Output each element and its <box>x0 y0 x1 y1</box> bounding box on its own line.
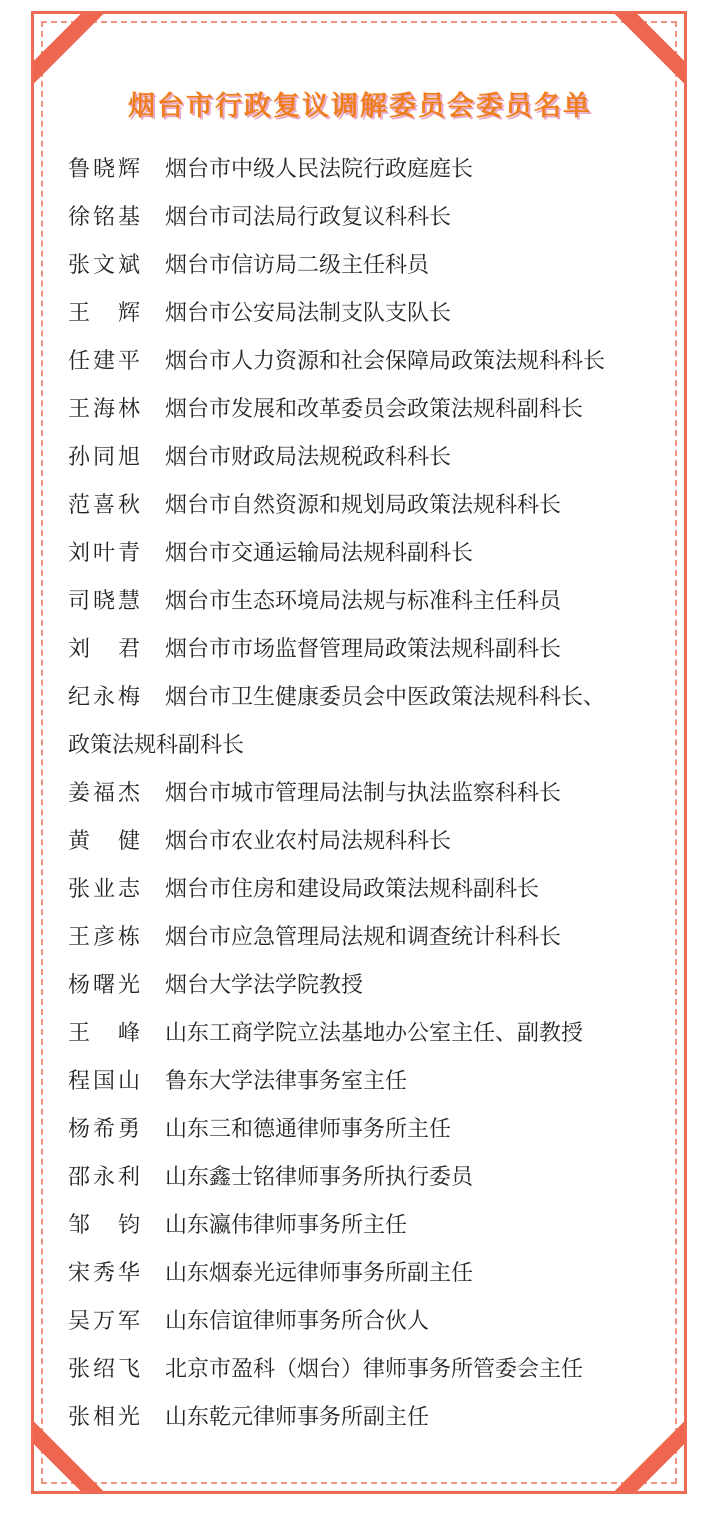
member-row <box>68 434 668 482</box>
member-row <box>68 962 668 1010</box>
member-position: 烟台市市场监督管理局政策法规科副科长 <box>165 637 562 662</box>
member-row <box>68 578 668 626</box>
member-position: 烟台市生态环境局法规与标准科主任科员 <box>165 589 562 614</box>
member-position: 山东三和德通律师事务所主任 <box>165 1117 452 1142</box>
member-name: 张绍飞 <box>68 1357 140 1382</box>
member-name: 王 辉 <box>68 301 140 326</box>
member-name: 孙同旭 <box>68 445 140 470</box>
member-row <box>68 866 668 914</box>
member-row <box>68 1154 668 1202</box>
member-position: 烟台市自然资源和规划局政策法规科科长 <box>165 493 562 518</box>
member-row <box>68 1010 668 1058</box>
member-row <box>68 914 668 962</box>
member-position: 烟台大学法学院教授 <box>165 973 364 998</box>
member-name: 鲁晓辉 <box>68 157 140 182</box>
corner-decoration-top-right <box>614 14 684 84</box>
member-row <box>68 1250 668 1298</box>
member-name: 杨希勇 <box>68 1117 140 1142</box>
member-position: 烟台市发展和改革委员会政策法规科副科长 <box>165 397 584 422</box>
member-position: 山东鑫士铭律师事务所执行委员 <box>165 1165 474 1190</box>
member-position: 烟台市公安局法制支队支队长 <box>165 301 452 326</box>
member-name: 徐铭基 <box>68 205 140 230</box>
member-row <box>68 1202 668 1250</box>
member-name: 邵永利 <box>68 1165 140 1190</box>
member-row <box>68 530 668 578</box>
member-position: 山东工商学院立法基地办公室主任、副教授 <box>165 1021 584 1046</box>
member-name: 张相光 <box>68 1405 140 1430</box>
member-row <box>68 1058 668 1106</box>
member-name: 王 峰 <box>68 1021 140 1046</box>
member-row <box>68 242 668 290</box>
member-name: 刘叶青 <box>68 541 140 566</box>
member-name: 刘 君 <box>68 637 140 662</box>
member-position: 北京市盈科（烟台）律师事务所管委会主任 <box>165 1357 584 1382</box>
member-position: 山东瀛伟律师事务所主任 <box>165 1213 408 1238</box>
member-position: 烟台市中级人民法院行政庭庭长 <box>165 157 474 182</box>
member-name: 王海林 <box>68 397 140 422</box>
member-position: 烟台市农业农村局法规科科长 <box>165 829 452 854</box>
member-name: 张文斌 <box>68 253 140 278</box>
corner-decoration-top-left <box>34 14 104 84</box>
member-name: 王彦栋 <box>68 925 140 950</box>
member-row <box>68 146 668 194</box>
member-position: 烟台市人力资源和社会保障局政策法规科科长 <box>165 349 606 374</box>
member-row <box>68 770 668 818</box>
member-position: 鲁东大学法律事务室主任 <box>165 1069 408 1094</box>
member-position: 烟台市住房和建设局政策法规科副科长 <box>165 877 540 902</box>
member-position: 烟台市交通运输局法规科副科长 <box>165 541 474 566</box>
member-name: 任建平 <box>68 349 140 374</box>
member-row <box>68 194 668 242</box>
page-title: 烟台市行政复议调解委员会委员名单 <box>128 91 592 122</box>
member-row <box>68 818 668 866</box>
member-position: 烟台市司法局行政复议科科长 <box>165 205 452 230</box>
member-name: 黄 健 <box>68 829 140 854</box>
member-name: 司晓慧 <box>68 589 140 614</box>
member-position: 山东烟泰光远律师事务所副主任 <box>165 1261 474 1286</box>
member-position: 烟台市城市管理局法制与执法监察科科长 <box>165 781 562 806</box>
member-list <box>68 146 668 1442</box>
member-position: 烟台市卫生健康委员会中医政策法规科科长、 <box>165 685 606 710</box>
member-position: 山东信谊律师事务所合伙人 <box>165 1309 430 1334</box>
member-row-continuation: 政策法规科副科长 <box>68 733 245 758</box>
member-row <box>68 482 668 530</box>
member-row <box>68 386 668 434</box>
member-row <box>68 1106 668 1154</box>
member-row <box>68 1346 668 1394</box>
member-name: 宋秀华 <box>68 1261 140 1286</box>
member-position: 山东乾元律师事务所副主任 <box>165 1405 430 1430</box>
member-row <box>68 1394 668 1442</box>
member-row <box>68 290 668 338</box>
member-position: 烟台市信访局二级主任科员 <box>165 253 430 278</box>
member-name: 张业志 <box>68 877 140 902</box>
member-row <box>68 626 668 674</box>
member-name: 姜福杰 <box>68 781 140 806</box>
member-row <box>68 338 668 386</box>
member-name: 吴万军 <box>68 1309 140 1334</box>
member-name: 纪永梅 <box>68 685 140 710</box>
member-position: 烟台市应急管理局法规和调查统计科科长 <box>165 925 562 950</box>
member-name: 程国山 <box>68 1069 140 1094</box>
member-name: 杨曙光 <box>68 973 140 998</box>
member-name: 邹 钧 <box>68 1213 140 1238</box>
member-row <box>68 674 668 722</box>
member-name: 范喜秋 <box>68 493 140 518</box>
member-row <box>68 1298 668 1346</box>
member-position: 烟台市财政局法规税政科科长 <box>165 445 452 470</box>
